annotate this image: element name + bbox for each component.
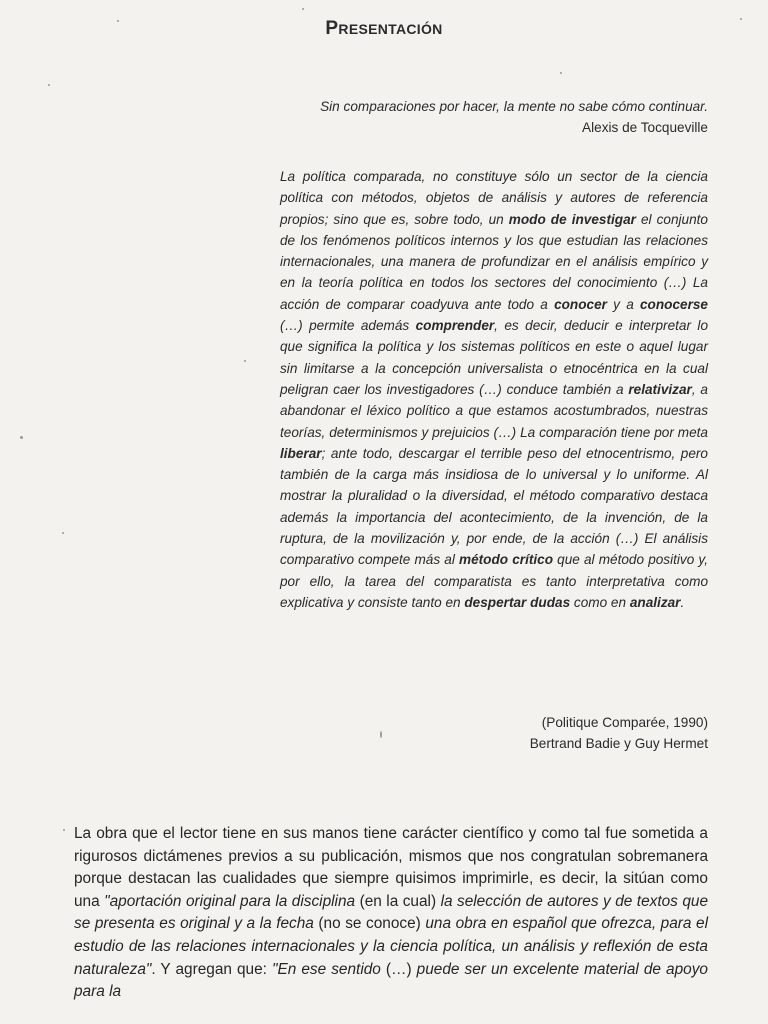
scan-speck: [740, 18, 742, 20]
title-rest: RESENTACIÓN: [338, 21, 443, 37]
block-text-7: ; ante todo, descargar el terrible peso del etnocentrismo, pero también de la carga más insidiosa de lo universal y lo uniforme. Al mostrar la pluralidad o la diversidad, el método comparativo destaca además la importancia del acontecimiento, de la invención, de la ruptura, de la movilización y, por ende, de la acción (…) El análisis comparativo compete más al: [280, 445, 708, 568]
block-text-10: .: [680, 594, 685, 610]
body-italic-1: "aportación original para la disciplina: [104, 892, 356, 910]
epigraph-quote: Sin comparaciones por hacer, la mente no sabe cómo continuar.: [320, 99, 708, 114]
epigraph: [280, 96, 708, 139]
body-paragraph: [74, 823, 708, 1004]
scan-speck: [117, 20, 119, 22]
page-title: [0, 18, 768, 40]
block-text-6: , a abandonar el léxico político a que estamos acostumbrados, nuestras teorías, determinismos y prejuicios (…) La comparación tiene por meta: [280, 381, 708, 440]
scan-speck: [244, 360, 246, 362]
body-text-4: . Y agregan que:: [151, 960, 273, 978]
block-bold-1: modo de investigar: [508, 211, 636, 227]
scan-speck: [380, 731, 382, 738]
block-citation: [280, 712, 708, 755]
body-italic-4: "En ese sentido: [272, 960, 381, 978]
body-italic-5: puede ser un excelente material de apoyo para la: [74, 960, 708, 1001]
body-text-3: (no se conoce): [313, 915, 426, 933]
citation-source: (Politique Comparée, 1990): [541, 715, 708, 730]
block-bold-6: liberar: [280, 445, 322, 461]
scan-speck: [302, 8, 304, 10]
block-bold-4: comprender: [415, 318, 495, 334]
block-bold-2: conocer: [554, 296, 607, 312]
body-text-2: (en la cual): [355, 892, 441, 910]
block-text-4: (…) permite además: [280, 318, 416, 334]
body-text-1: La obra que el lector tiene en sus manos tiene carácter científico y como tal fue sometida a rigurosos dictámenes previos a su publicación, mismos que nos congratulan sobremanera porque destacan las cualidades que siempre quisimos imprimirle, es decir, la sitúan como una: [74, 825, 708, 910]
block-bold-9: analizar: [629, 594, 681, 610]
block-text-2: el conjunto de los fenómenos políticos internos y los que estudian las relaciones internacionales, una manera de profundizar en el análisis empírico y en la teoría política en todos los sectores del conocimiento (…) La acción de comparar coadyuva ante todo a: [280, 211, 708, 312]
block-text-9: como en: [570, 594, 630, 610]
block-bold-7: método crítico: [459, 552, 554, 568]
body-italic-3: una obra en español que ofrezca, para el estudio de las relaciones internacionales y la ciencia política, un análisis y reflexión de esta naturaleza": [74, 915, 708, 978]
body-italic-2: la selección de autores y de textos que se presenta es original y a la fecha: [74, 892, 708, 933]
scan-speck: [48, 84, 50, 86]
scan-speck: [20, 436, 23, 439]
block-bold-8: despertar dudas: [464, 594, 571, 610]
block-bold-5: relativizar: [628, 381, 692, 397]
title-initial: P: [325, 18, 339, 39]
block-text-8: que al método positivo y, por ello, la tarea del comparatista es tanto interpretativa como explicativa y consiste tanto en: [280, 552, 708, 610]
body-text-5: (…): [380, 960, 417, 978]
scan-speck: [62, 532, 64, 534]
scan-speck: [63, 829, 65, 831]
epigraph-author: Alexis de Tocqueville: [582, 120, 708, 136]
block-quote: [280, 166, 708, 613]
block-text-5: , es decir, deducir e interpretar lo que significa la política y los sistemas políticos en este o aquel lugar sin limitarse a la concepción universalista o etnocéntrica en la cual peligran caer los investigadores (…) conduce también a: [280, 318, 709, 397]
scan-speck: [560, 72, 562, 74]
block-text-3: y a: [606, 296, 640, 312]
block-text-1: La política comparada, no constituye sólo un sector de la ciencia política con métodos, objetos de análisis y autores de referencia propios; sino que es, sobre todo, un: [280, 169, 708, 227]
block-bold-3: conocerse: [639, 296, 708, 312]
citation-authors: Bertrand Badie y Guy Hermet: [529, 736, 708, 752]
